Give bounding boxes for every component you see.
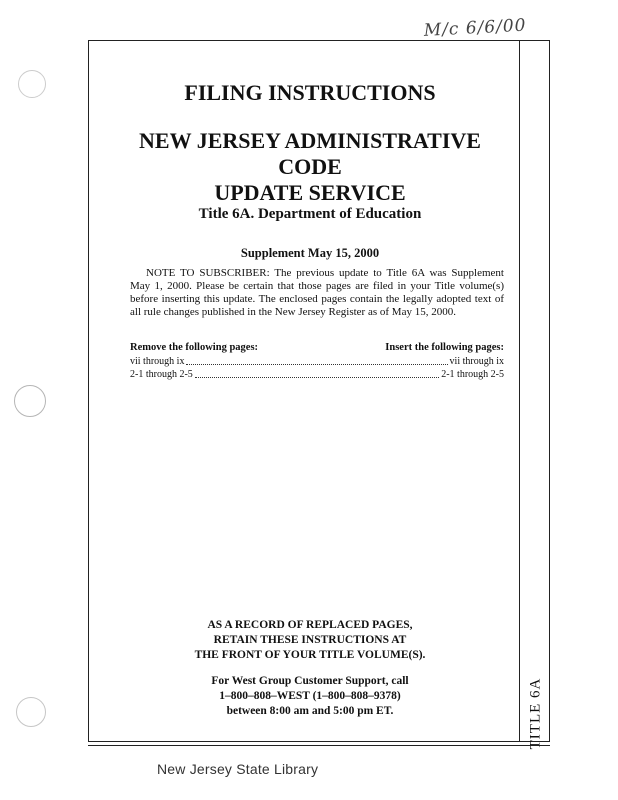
record-instructions — [116, 618, 504, 663]
subscriber-note: NOTE TO SUBSCRIBER: The previous update to Title 6A was Supplement May 1, 2000. Please be certain that those pages are filed in your Title volume(s) before inserting this update. The enclosed pages contain the legally adopted text of all rule changes published in the New Jersey Register as of May 15, 2000. — [130, 267, 504, 318]
handwritten-annotation: M/c 6/6/00 — [423, 15, 527, 41]
record-line-2: RETAIN THESE INSTRUCTIONS AT — [213, 634, 407, 646]
title-tab — [521, 658, 550, 768]
page-table-header — [130, 342, 504, 353]
supplement-date: Supplement May 15, 2000 — [240, 246, 380, 260]
page-title: FILING INSTRUCTIONS — [184, 80, 436, 105]
support-hours: between 8:00 am and 5:00 pm ET. — [226, 705, 394, 717]
remove-pages: 2-1 through 2-5 — [130, 369, 193, 380]
code-title-line-2: UPDATE SERVICE — [214, 180, 406, 205]
binder-hole-middle — [14, 385, 46, 417]
binder-hole-top — [18, 70, 46, 98]
title-tab-column — [519, 40, 550, 749]
dot-leader — [186, 364, 447, 365]
record-line-1: AS A RECORD OF REPLACED PAGES, — [207, 619, 413, 631]
binder-hole-bottom — [16, 697, 46, 727]
insert-pages-header: Insert the following pages: — [385, 342, 504, 353]
customer-support — [116, 674, 504, 719]
remove-pages: vii through ix — [130, 356, 185, 367]
bottom-rule — [88, 745, 550, 746]
insert-pages: 2-1 through 2-5 — [441, 369, 504, 380]
page-row — [130, 368, 504, 381]
insert-pages: vii through ix — [449, 356, 504, 367]
page-row — [130, 355, 504, 368]
support-phone: 1–800–808–WEST (1–800–808–9378) — [219, 690, 401, 702]
remove-pages-header: Remove the following pages: — [130, 342, 259, 353]
library-stamp: New Jersey State Library — [157, 761, 319, 777]
department-title: Title 6A. Department of Education — [198, 206, 422, 222]
record-line-3: THE FRONT OF YOUR TITLE VOLUME(S). — [194, 649, 426, 661]
code-title-line-1: NEW JERSEY ADMINISTRATIVE CODE — [139, 128, 481, 179]
support-line-1: For West Group Customer Support, call — [211, 675, 409, 687]
title-tab-label: TITLE 6A — [527, 677, 544, 749]
dot-leader — [195, 377, 439, 378]
code-title — [106, 128, 514, 206]
instructions-content — [116, 40, 504, 740]
page-replacement-table — [130, 342, 504, 381]
